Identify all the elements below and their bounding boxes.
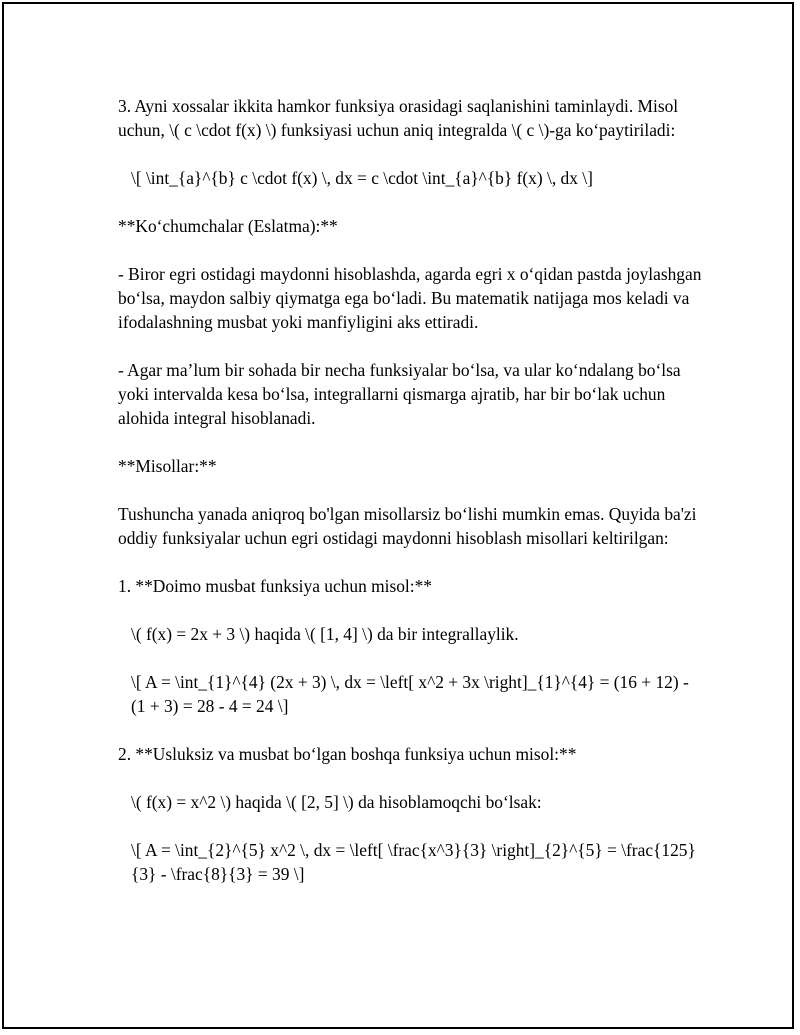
example-1-formula: \[ A = \int_{1}^{4} (2x + 3) \, dx = \left[ x^2 + 3x \right]_{1}^{4} = (16 + 12) - (1 + 3) = 28 - 4 = 24 \]	[131, 672, 689, 716]
heading-examples: **Misollar:**	[118, 456, 217, 476]
example-1-title: 1. **Doimo musbat funksiya uchun misol:**	[118, 576, 432, 596]
note-multiple-functions: - Agar ma’lum bir sohada bir necha funksiyalar bo‘lsa, va ular ko‘ndalang bo‘lsa yoki intervalda kesa bo‘lsa, integrallarni qismarga ajratib, har bir bo‘lak uchun alohida integral hisoblanadi.	[118, 360, 681, 428]
heading-notes: **Ko‘chumchalar (Eslatma):**	[118, 216, 338, 236]
example-2-statement: \( f(x) = x^2 \) haqida \( [2, 5] \) da hisoblamoqchi bo‘lsak:	[131, 792, 542, 812]
examples-intro: Tushuncha yanada aniqroq bo'lgan misollarsiz bo‘lishi mumkin emas. Quyida ba'zi oddiy funksiyalar uchun egri ostidagi maydonni hisoblash misollari keltirilgan:	[118, 504, 697, 548]
document-body	[118, 94, 703, 910]
example-2-formula: \[ A = \int_{2}^{5} x^2 \, dx = \left[ \frac{x^3}{3} \right]_{2}^{5} = \frac{125}{3} - \frac{8}{3} = 39 \]	[131, 840, 696, 884]
paragraph-property-3: 3. Ayni xossalar ikkita hamkor funksiya orasidagi saqlanishini taminlaydi. Misol uchun, \( c \cdot f(x) \) funksiyasi uchun aniq integralda \( c \)-ga ko‘paytiriladi:	[118, 96, 679, 140]
example-1-statement: \( f(x) = 2x + 3 \) haqida \( [1, 4] \) da bir integrallaylik.	[131, 624, 519, 644]
example-2-title: 2. **Usluksiz va musbat bo‘lgan boshqa funksiya uchun misol:**	[118, 744, 577, 764]
formula-constant-multiple: \[ \int_{a}^{b} c \cdot f(x) \, dx = c \cdot \int_{a}^{b} f(x) \, dx \]	[131, 168, 593, 188]
note-negative-area: - Biror egri ostidagi maydonni hisoblashda, agarda egri x o‘qidan pastda joylashgan bo‘lsa, maydon salbiy qiymatga ega bo‘ladi. Bu matematik natijaga mos keladi va ifodalashning musbat yoki manfiyligini aks ettiradi.	[118, 264, 702, 332]
